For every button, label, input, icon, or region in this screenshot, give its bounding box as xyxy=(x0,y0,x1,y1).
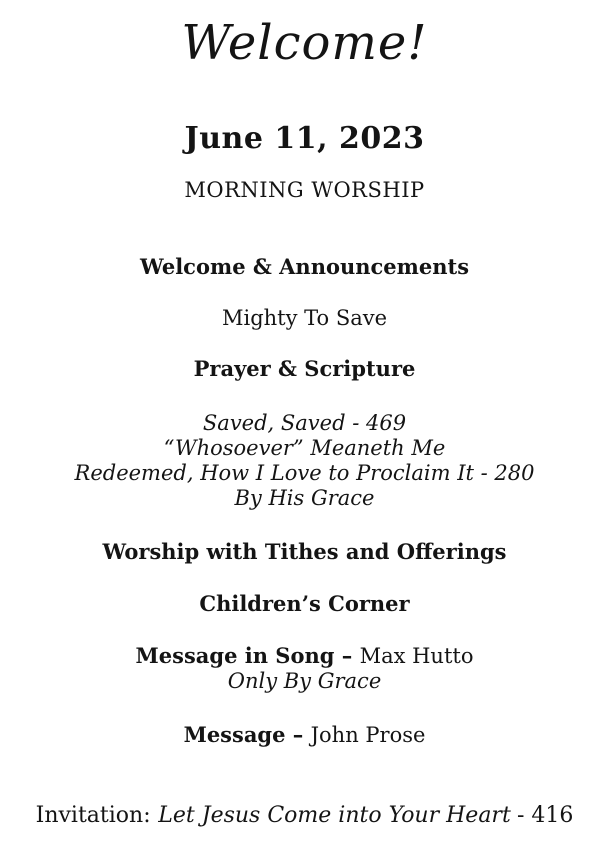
service-name: MORNING WORSHIP xyxy=(184,178,425,202)
hymn-title: “Whosoever” Meaneth Me xyxy=(163,436,446,460)
invitation-line xyxy=(0,803,609,829)
opening-song-title: Mighty To Save xyxy=(221,306,388,330)
tithes-offerings-heading: Worship with Tithes and Offerings xyxy=(102,539,507,564)
invitation-song-title: Let Jesus Come into Your Heart xyxy=(158,803,511,828)
childrens-corner-heading: Children’s Corner xyxy=(199,591,410,616)
hymn-title: Redeemed, How I Love to Proclaim It - 280 xyxy=(74,461,535,485)
hymn-title: By His Grace xyxy=(234,486,375,510)
welcome-announcements-heading: Welcome & Announcements xyxy=(139,254,470,279)
welcome-title: Welcome! xyxy=(181,15,428,71)
message-speaker: John Prose xyxy=(310,723,426,747)
hymn-list xyxy=(0,411,609,511)
message-in-song-performer: Max Hutto xyxy=(359,644,474,668)
hymn-title: Saved, Saved - 469 xyxy=(202,411,407,435)
invitation-label: Invitation: xyxy=(35,803,151,828)
message-in-song-title: Only By Grace xyxy=(227,669,382,693)
message-line xyxy=(0,722,609,748)
message-label: Message – xyxy=(183,722,311,747)
service-date: June 11, 2023 xyxy=(184,121,425,156)
message-in-song-label: Message in Song – xyxy=(135,643,360,668)
message-in-song-line xyxy=(0,643,609,669)
prayer-scripture-heading: Prayer & Scripture xyxy=(193,356,416,381)
invitation-hymn-number: - 416 xyxy=(516,803,574,828)
